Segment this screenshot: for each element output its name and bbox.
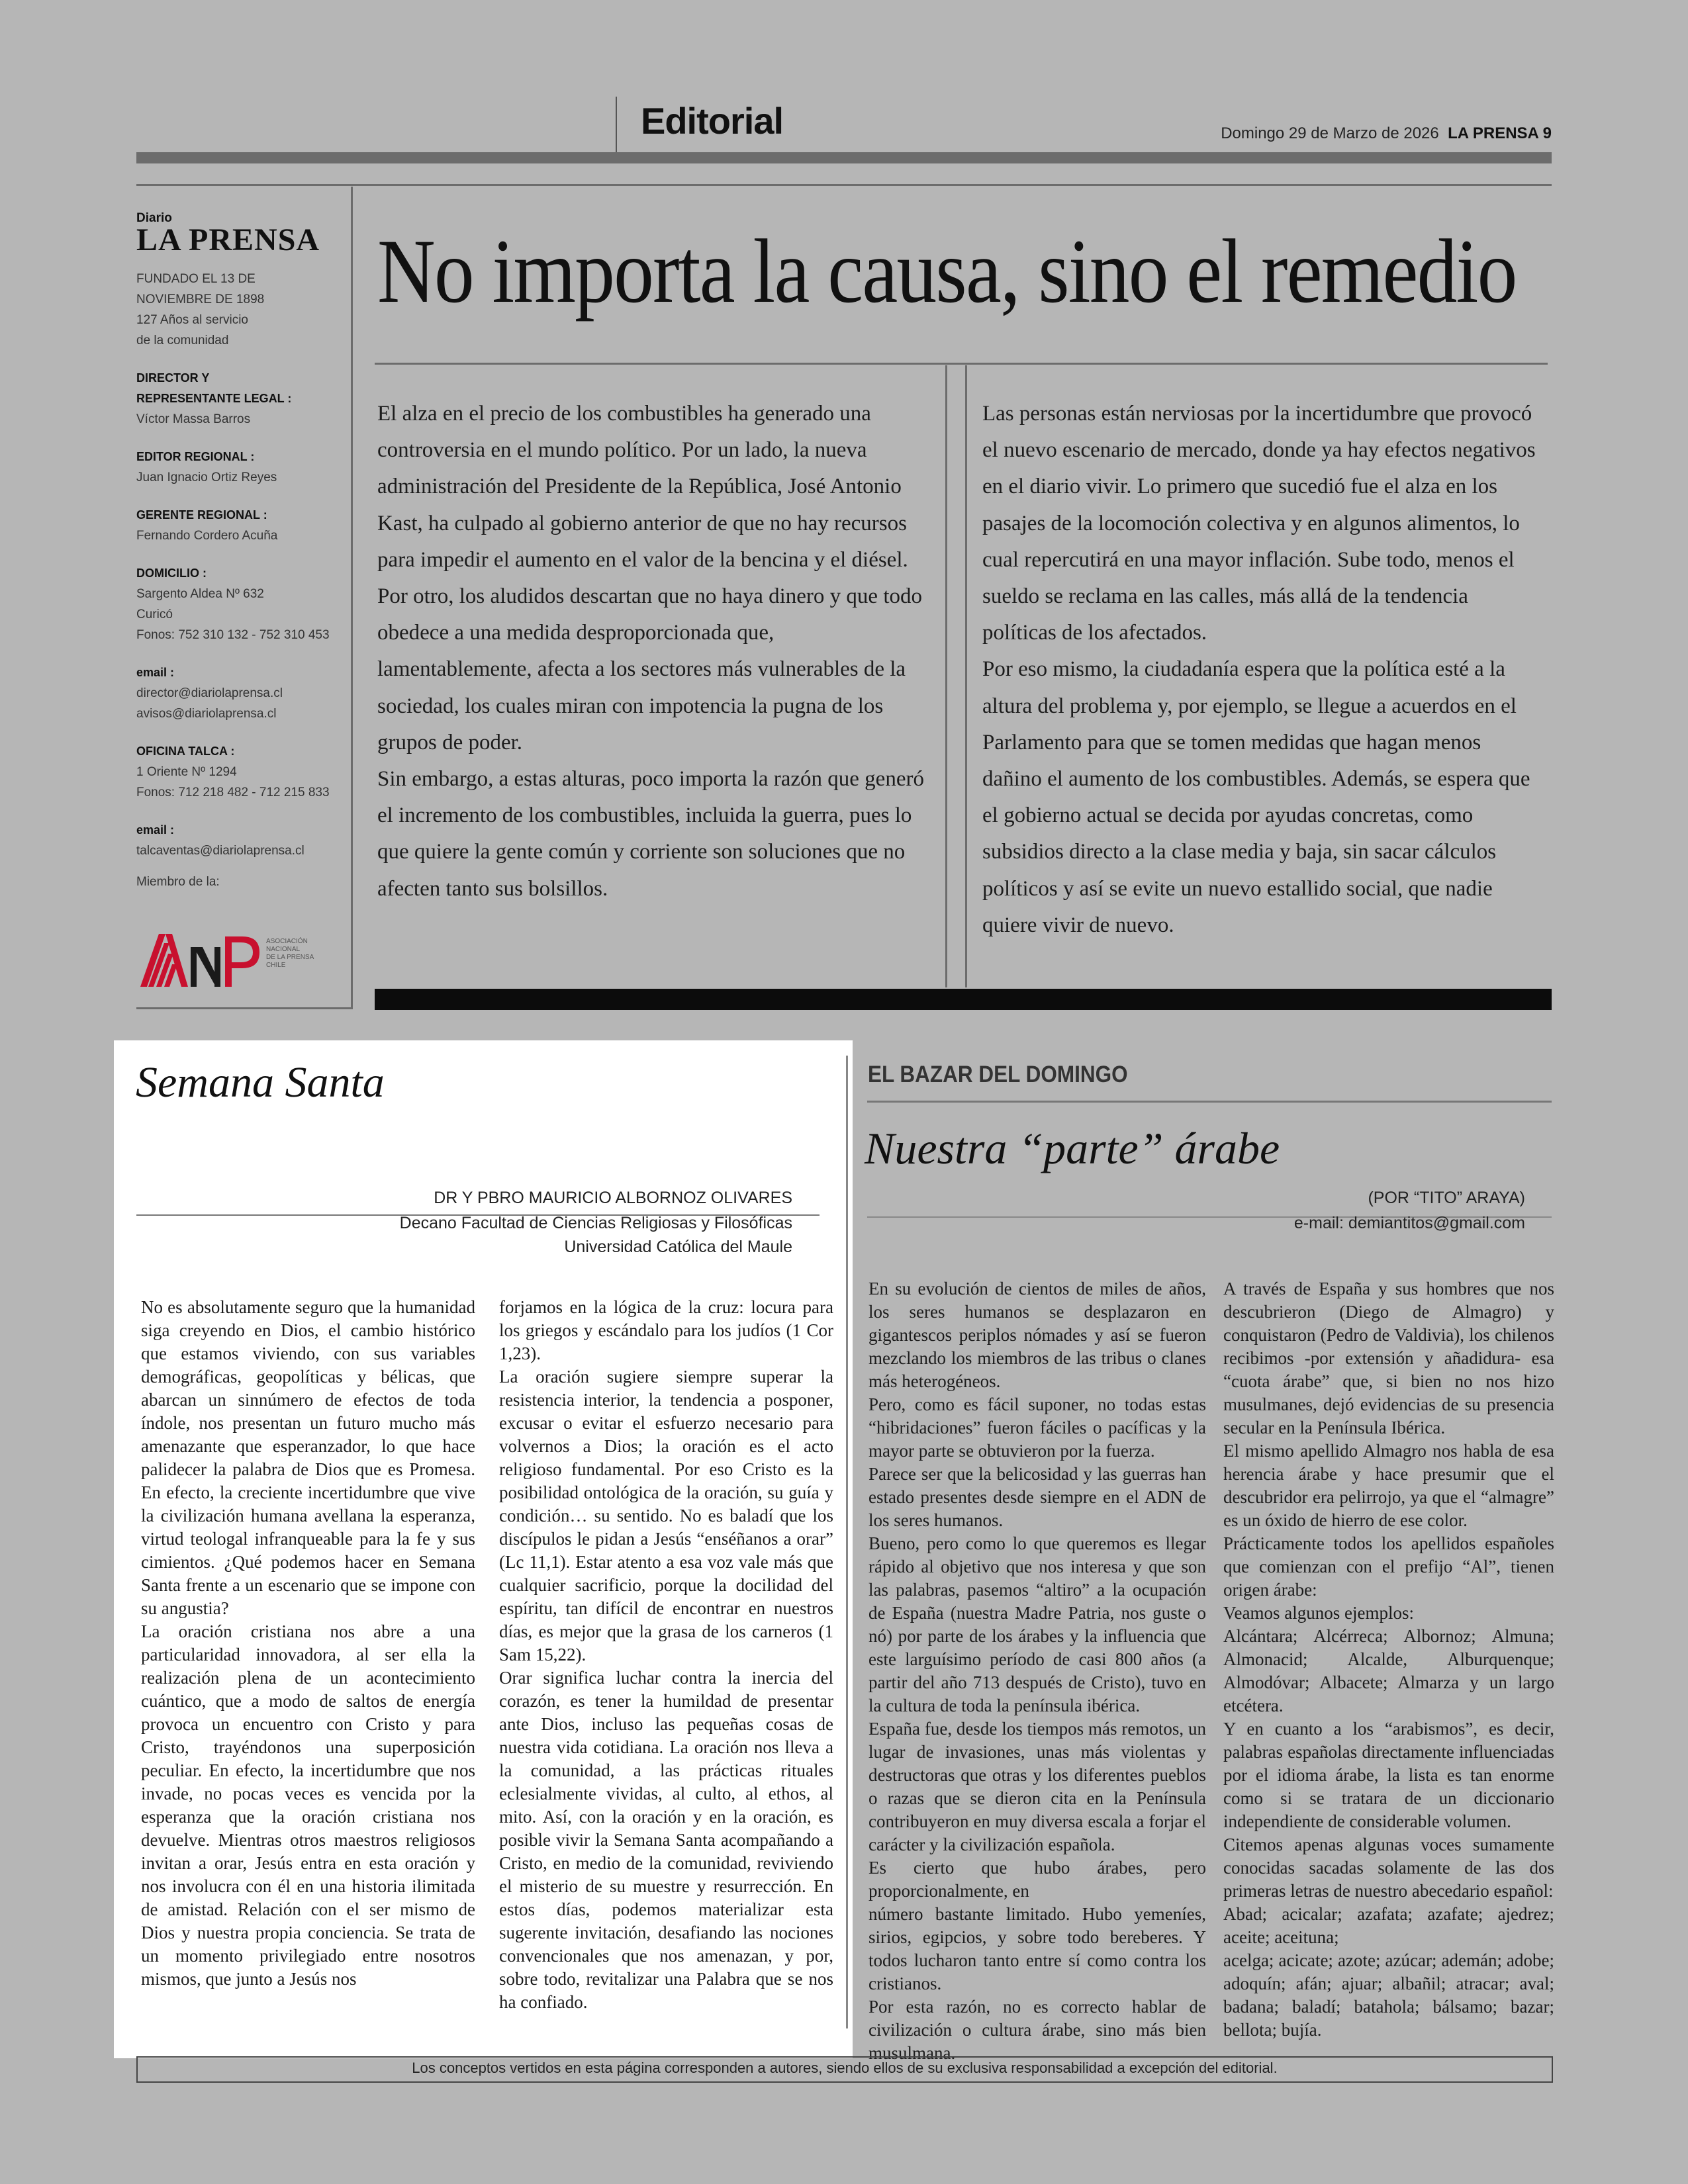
editor-name: Juan Ignacio Ortiz Reyes bbox=[136, 471, 277, 484]
article-paragraph: Alcántara; Alcérreca; Albornoz; Almuna; Almonacid; Alcalde, Alburquenque; Almodóvar; Albacete; Almarza y un largo etcétera. bbox=[1223, 1626, 1554, 1715]
director-name: Víctor Massa Barros bbox=[136, 412, 251, 426]
masthead bbox=[136, 212, 348, 892]
member-label: Miembro de la: bbox=[136, 875, 220, 889]
editorial-bottom-bar bbox=[375, 989, 1552, 1010]
header-bar bbox=[136, 152, 1552, 163]
article-paragraph: España fue, desde los tiempos más remotos, un lugar de invasiones, unas más violentas y destructoras que otras y los diferentes pueblos o razas que se dieron cita en la Península contribuyeron en muy diversa escala a forjar el carácter y la civilización española. bbox=[868, 1719, 1206, 1854]
manager-name: Fernando Cordero Acuña bbox=[136, 529, 278, 543]
section-title: Editorial bbox=[641, 100, 784, 142]
article-paragraph: El mismo apellido Almagro nos habla de esa herencia árabe y hace presumir que el descubridor era pelirrojo, ya que el “almagre” es un óxido de hierro de ese color. bbox=[1223, 1441, 1554, 1530]
address-line: Curicó bbox=[136, 608, 173, 621]
article-paragraph: Bueno, pero como lo que queremos es llegar rápido al objetivo que nos interesa y que son las palabras, pasemos “altiro” a la ocupación de España (nuestra Madre Patria, nos guste o nó) por parte de los árabes y la influencia que este larguísimo período de casi 800 años (a partir del año 713 después de Cristo), tuvo en la cultura de toda la península ibérica. bbox=[868, 1533, 1206, 1715]
article-paragraph: forjamos en la lógica de la cruz: locura para los griegos y escándalo para los judíos (1 Cor 1,23). bbox=[499, 1297, 833, 1363]
founded-line: de la comunidad bbox=[136, 334, 229, 347]
article-paragraph: Es cierto que hubo árabes, pero proporcionalmente, en bbox=[868, 1858, 1206, 1901]
anp-logo bbox=[136, 930, 335, 993]
editor-label: EDITOR REGIONAL : bbox=[136, 450, 255, 463]
anp-sub: ASOCIACIÓN bbox=[266, 938, 308, 945]
founded-line: NOVIEMBRE DE 1898 bbox=[136, 293, 265, 306]
article-paragraph: En su evolución de cientos de miles de años, los seres humanos se desplazaron en gigantescos periplos nómades y así se fueron mezclando los miembros de las tribus o clanes más heterogéneos. bbox=[868, 1279, 1206, 1391]
article-paragraph: Veamos algunos ejemplos: bbox=[1223, 1603, 1414, 1623]
article-paragraph: A través de España y sus hombres que nos descubrieron (Diego de Almagro) y conquistaron (Pedro de Valdivia), los chilenos recibimos -por extensión y añadidura- esa “cuota árabe” que, si bien no nos hizo musulmanes, dejó evidencias de su presencia secular en la Península Ibérica. bbox=[1223, 1279, 1554, 1437]
article-paragraph: No es absolutamente seguro que la humanidad siga creyendo en Dios, el cambio histórico que estamos viviendo, con sus variables demográficas, geopolíticas y bélicas, que abarcan un sinnúmero de efectos de toda índole, nos presentan un futuro mucho más amenazante que esperanzador, lo que hace palidecer la palabra de Dios que es Promesa. En efecto, la creciente incertidumbre que vive la civilización humana avellana la esperanza, virtud teologal infranqueable para la fe y sus cimientos. ¿Qué podemos hacer en Semana Santa frente a un escenario que se impone con su angustia? bbox=[141, 1297, 475, 1618]
bazar-column-2 bbox=[1223, 1277, 1554, 2042]
founded bbox=[136, 269, 348, 351]
article-paragraph: Por esta razón, no es correcto hablar de civilización o cultura árabe, sino más bien musulmana. bbox=[868, 1997, 1206, 2063]
semana-santa-institution: Universidad Católica del Maule bbox=[564, 1238, 792, 1256]
manager-label: GERENTE REGIONAL : bbox=[136, 508, 267, 522]
article-paragraph: La oración sugiere siempre superar la resistencia interior, la tendencia a posponer, excusar o evitar el esfuerzo necesario para volvernos a Dios; la oración es el acto religioso fundamental. Por eso Cristo es la posibilidad ontológica de la oración, su guía y condición… su sentido. No es baladí que los discípulos le pidan a Jesús “enséñanos a orar” (Lc 11,1). Estar atento a esa voz vale más que cualquier sacrificio, porque la docilidad del espíritu, tan difícil de encontrar en nuestros días, es mejor que la grasa de los carneros (1 Sam 15,22). bbox=[499, 1367, 833, 1664]
talca-line: Fonos: 712 218 482 - 712 215 833 bbox=[136, 786, 330, 799]
article-paragraph: Citemos apenas algunas voces sumamente conocidas sacadas solamente de las dos primeras letras de nuestro abecedario español: bbox=[1223, 1835, 1554, 1901]
editorial-paragraph: Por eso mismo, la ciudadanía espera que la política esté a la altura del problema y, por ejemplo, se llegue a acuerdos en el Parlamento para que se tomen medidas que hagan menos dañino el aumento de los combustibles. Además, se espera que el gobierno actual se decida por ayudas concretas, como subsidios directo a la clase media y baja, sin sacar cálculos políticos y así se evite un nuevo estallido social, que nadie quiere vivir de nuevo. bbox=[982, 657, 1530, 937]
talca-label: OFICINA TALCA : bbox=[136, 745, 235, 758]
article-paragraph: Prácticamente todos los apellidos españoles que comienzan con el prefijo “Al”, tienen origen árabe: bbox=[1223, 1533, 1554, 1600]
article-paragraph: Abad; acicalar; azafata; azafate; ajedrez; aceite; aceituna; bbox=[1223, 1904, 1554, 1947]
talca-line: 1 Oriente Nº 1294 bbox=[136, 765, 237, 779]
header-rule bbox=[136, 184, 1552, 186]
founded-line: FUNDADO EL 13 DE bbox=[136, 272, 256, 286]
founded-line: 127 Años al servicio bbox=[136, 313, 248, 327]
email-label: email : bbox=[136, 666, 175, 679]
editorial-column-2 bbox=[982, 396, 1538, 944]
section-rule bbox=[846, 1056, 848, 2028]
semana-santa-role: Decano Facultad de Ciencias Religiosas y Filosóficas bbox=[399, 1214, 792, 1232]
semana-santa-title: Semana Santa bbox=[136, 1058, 385, 1107]
email2-label: email : bbox=[136, 823, 175, 837]
article-paragraph: Orar significa luchar contra la inercia del corazón, es tener la humildad de presentar ante Dios, incluso las pequeñas cosas de nuestra vida cotidiana. La oración nos lleva a la comunidad, a las prácticas rituales eclesialmente vividas, al culto, al ethos, al mito. Así, con la oración y en la oración, es posible vivir la Semana Santa acompañando a Cristo, en medio de la comunidad, reviviendo el misterio de su muestre y resurrección. En estos días, podemos materializar esta sugerente invitación, desafiando las nociones convencionales que nos amenazan, y por, sobre todo, revitalizar una Palabra que se nos ha confiado. bbox=[499, 1668, 833, 2012]
director-label bbox=[136, 368, 348, 409]
bazar-title: Nuestra “parte” árabe bbox=[865, 1123, 1280, 1173]
article-paragraph: Parece ser que la belicosidad y las guerras han estado presentes desde siempre en el ADN de los seres humanos. bbox=[868, 1464, 1206, 1530]
article-paragraph: número bastante limitado. Hubo yemeníes, sirios, egipcios, y sobre todo bereberes. Y todos lucharon tanto entre sí como contra los cristianos. bbox=[868, 1904, 1206, 1993]
headline-rule bbox=[375, 363, 1548, 365]
semana-santa-author: DR Y PBRO MAURICIO ALBORNOZ OLIVARES bbox=[434, 1189, 792, 1207]
header-page: LA PRENSA 9 bbox=[1448, 124, 1552, 142]
header-date: Domingo 29 de Marzo de 2026 bbox=[1221, 124, 1439, 142]
address-label: DOMICILIO : bbox=[136, 567, 207, 580]
article-paragraph: Y en cuanto a los “arabismos”, es decir, palabras españolas directamente influenciadas por el idioma árabe, la lista es tan enorme como si se tratara de un diccionario independiente de considerable volumen. bbox=[1223, 1719, 1554, 1831]
director-label-line: REPRESENTANTE LEGAL : bbox=[136, 392, 292, 405]
bazar-email[interactable]: e-mail: demiantitos@gmail.com bbox=[1293, 1214, 1525, 1232]
editorial-paragraph: Sin embargo, a estas alturas, poco importa la razón que generó el incremento de los combustibles, incluida la guerra, pues lo que quiere la gente común y corriente son soluciones que no afecten tanto sus bolsillos. bbox=[377, 767, 924, 901]
header-divider bbox=[616, 97, 617, 152]
address-line: Sargento Aldea Nº 632 bbox=[136, 587, 264, 601]
editorial-headline: No importa la causa, sino el remedio bbox=[377, 220, 1517, 322]
article-paragraph: Pero, como es fácil suponer, no todas estas “hibridaciones” fueron fáciles o pacíficas y la mayor parte se obtuvieron por la fuerza. bbox=[868, 1394, 1206, 1461]
header-dateline bbox=[1221, 124, 1552, 143]
address-line: Fonos: 752 310 132 - 752 310 453 bbox=[136, 628, 330, 642]
article-paragraph: acelga; acicate; azote; azúcar; ademán; adobe; adoquín; afán; ajuar; albañil; atracar; aval; badana; baladí; batahola; bálsamo; bazar; bellota; bujía. bbox=[1223, 1950, 1554, 2040]
sidebar-bottom-rule bbox=[136, 1007, 353, 1009]
director-label-line: DIRECTOR Y bbox=[136, 371, 210, 385]
column-rule bbox=[945, 365, 947, 987]
email-link[interactable]: talcaventas@diariolaprensa.cl bbox=[136, 844, 305, 858]
masthead-brand: LA PRENSA bbox=[136, 222, 320, 257]
article-paragraph: La oración cristiana nos abre a una particularidad innovadora, al ser ella la realización plena de un acontecimiento cuántico, que a modo de saltos de energía provoca un encuentro con Cristo y para Cristo, trayéndonos una superposición peculiar. En efecto, la incertidumbre que nos invade, no pocas veces es vencida por la esperanza que la oración cristiana nos devuelve. Mientras otros maestros religiosos invitan a orar, Jesús entra en esta oración y nos involucra con él en una historia ilimitada de amistad. Relación con el ser mismo de Dios y nuestra propia conciencia. Se trata de un momento privilegiado entre nosotros mismos, que junto a Jesús nos bbox=[141, 1621, 475, 1989]
bazar-column-1 bbox=[868, 1277, 1206, 2065]
anp-logo-graphic bbox=[136, 930, 335, 989]
semana-santa-column-1 bbox=[141, 1296, 475, 1991]
masthead-diario: Diario bbox=[136, 211, 172, 225]
footer-disclaimer: Los conceptos vertidos en esta página corresponden a autores, siendo ellos de su exclusiva responsabilidad a excepción del editorial. bbox=[412, 2060, 1278, 2076]
editorial-paragraph: El alza en el precio de los combustibles ha generado una controversia en el mundo político. Por un lado, la nueva administración del Presidente de la República, José Antonio Kast, ha culpado al gobierno anterior de que no hay recursos para impedir el aumento en el valor de la bencina y el diésel. Por otro, los aludidos descartan que no haya dinero y que todo obedece a una medida desproporcionada que, lamentablemente, afecta a los sectores más vulnerables de la sociedad, los cuales miran con impotencia la pugna de los grupos de poder. bbox=[377, 402, 922, 754]
bazar-section-label: EL BAZAR DEL DOMINGO bbox=[868, 1062, 1128, 1087]
email-link[interactable]: avisos@diariolaprensa.cl bbox=[136, 707, 277, 721]
editorial-paragraph: Las personas están nerviosas por la incertidumbre que provocó el nuevo escenario de mercado, donde ya hay efectos negativos en el diario vivir. Lo primero que sucedió fue el alza en los pasajes de la locomoción colectiva y en algunos alimentos, lo cual repercutirá en una mayor inflación. Sube todo, menos el sueldo se reclama en las calles, más allá de la tendencia políticas de los afectados. bbox=[982, 402, 1536, 645]
semana-santa-column-2 bbox=[499, 1296, 833, 2014]
column-rule bbox=[965, 365, 967, 987]
sidebar-rule bbox=[351, 187, 353, 1007]
editorial-column-1 bbox=[377, 396, 933, 907]
bazar-author: (POR “TITO” ARAYA) bbox=[1368, 1189, 1525, 1207]
email-link[interactable]: director@diariolaprensa.cl bbox=[136, 686, 283, 700]
anp-sub: DE LA PRENSA bbox=[266, 954, 314, 961]
anp-sub: CHILE bbox=[266, 962, 286, 969]
anp-sub: NACIONAL bbox=[266, 946, 301, 953]
bazar-rule bbox=[867, 1101, 1552, 1103]
